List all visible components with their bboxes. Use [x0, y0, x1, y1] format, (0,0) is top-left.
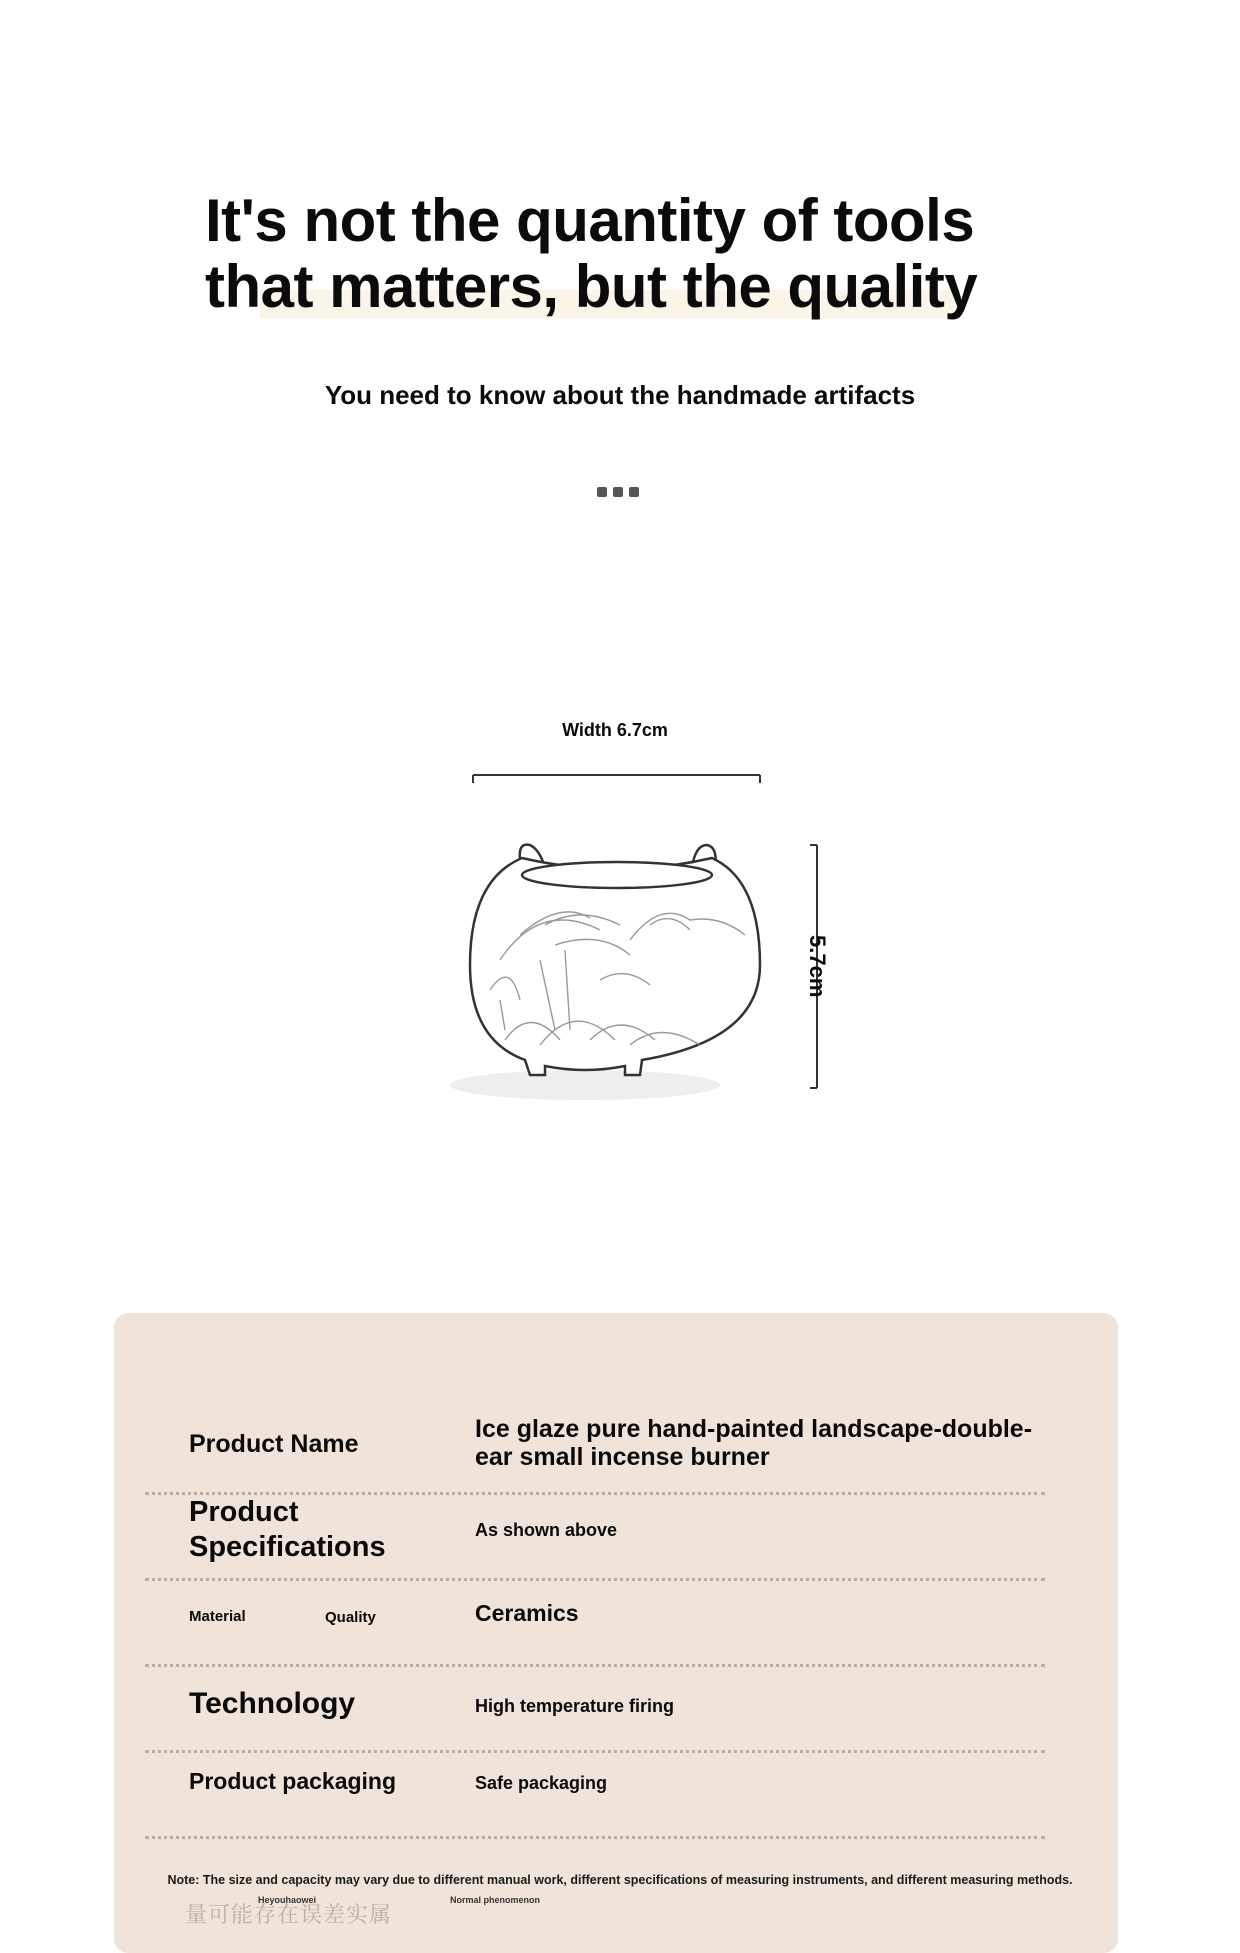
spec-label-material: Material	[189, 1608, 246, 1625]
page-title-line2: that matters, but the quality	[205, 253, 978, 320]
spec-row-technology	[145, 1667, 1045, 1753]
width-bracket	[473, 775, 760, 783]
spec-row-product-name	[145, 1410, 1045, 1495]
spec-label: Product packaging	[189, 1768, 397, 1794]
spec-value: High temperature firing	[475, 1696, 675, 1716]
spec-value: Ceramics	[475, 1600, 579, 1626]
spec-label: Technology	[189, 1687, 356, 1720]
spec-label-line2: Specifications	[189, 1531, 386, 1563]
chinese-caption: 量可能存在误差实属	[185, 1903, 393, 1928]
spec-row-material	[145, 1581, 1045, 1667]
spec-value: As shown above	[475, 1520, 618, 1540]
disclaimer-note: Note: The size and capacity may vary due to different manual work, different specifications of measuring instruments, and different measuring methods.	[167, 1873, 1073, 1887]
spec-value	[475, 1415, 1032, 1471]
spec-label	[189, 1495, 386, 1565]
spec-row-specifications	[145, 1495, 1045, 1581]
phenomenon-label: Normal phenomenon	[450, 1895, 541, 1905]
spec-value-line2: ear small incense burner	[475, 1443, 770, 1471]
page-title-line1: It's not the quantity of tools	[205, 187, 975, 254]
spec-label: Product Name	[189, 1430, 359, 1458]
spec-value-line1: Ice glaze pure hand-painted landscape-double-	[475, 1415, 1033, 1443]
brand-label: Heyouhaowei	[258, 1895, 317, 1905]
spec-row-packaging	[145, 1753, 1045, 1839]
page-subtitle: You need to know about the handmade artifacts	[324, 380, 916, 410]
width-label: Width 6.7cm	[562, 720, 668, 740]
height-label: 5.7cm	[805, 935, 830, 998]
spec-value: Safe packaging	[475, 1773, 608, 1793]
spec-label-line1: Product	[189, 1496, 299, 1528]
burner-shadow	[450, 1070, 720, 1100]
incense-burner-icon	[470, 845, 760, 1075]
spec-label-quality: Quality	[325, 1609, 376, 1626]
